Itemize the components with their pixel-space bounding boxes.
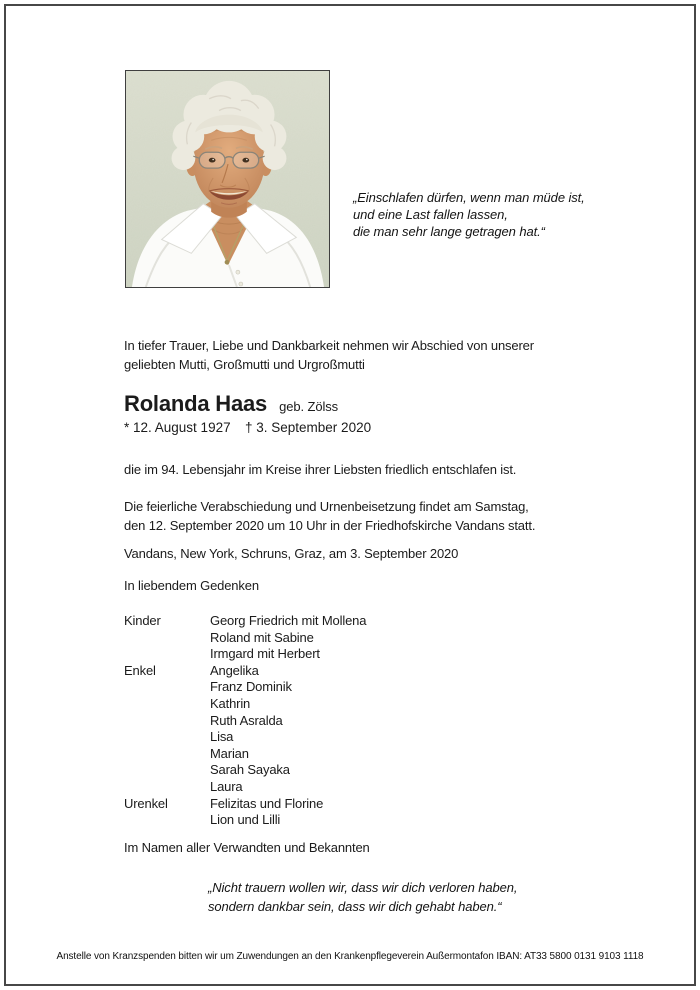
family-row: [124, 746, 366, 763]
family-row: [124, 779, 366, 796]
family-group-label: [124, 762, 210, 779]
family-group-label: [124, 812, 210, 829]
top-quote: [353, 189, 585, 240]
bottom-quote-line: „Nicht trauern wollen wir, dass wir dich verloren haben,: [208, 880, 518, 895]
places-date: Vandans, New York, Schruns, Graz, am 3. September 2020: [124, 546, 459, 561]
passed-text: die im 94. Lebensjahr im Kreise ihrer Liebsten friedlich entschlafen ist.: [124, 462, 517, 477]
family-group-label: Urenkel: [124, 795, 168, 811]
family-row: [124, 762, 366, 779]
bottom-quote-line: sondern dankbar sein, dass wir dich gehabt haben.“: [208, 898, 502, 914]
family-member-name: Georg Friedrich mit Mollena: [210, 613, 367, 628]
intro-line: geliebten Mutti, Großmutti und Urgroßmutti: [124, 357, 365, 372]
family-group-label: [124, 679, 210, 696]
family-row: [124, 696, 366, 713]
family-group-label: [124, 646, 210, 663]
top-quote-line: und eine Last fallen lassen,: [353, 207, 508, 222]
portrait-illustration: [126, 71, 329, 287]
family-group-label: Enkel: [124, 662, 156, 678]
funeral-line: den 12. September 2020 um 10 Uhr in der Friedhofskirche Vandans statt.: [124, 518, 536, 533]
family-member-name: Irmgard mit Herbert: [210, 646, 320, 662]
border-frame: [4, 4, 696, 986]
family-member-name: Ruth Asralda: [210, 712, 283, 728]
family-group-label: Kinder: [124, 613, 161, 628]
family-group-label: [124, 779, 210, 796]
in-the-name-text: Im Namen aller Verwandten und Bekannten: [124, 840, 370, 855]
family-row: [124, 812, 366, 829]
family-list: [124, 613, 366, 829]
family-group-label: [124, 713, 210, 730]
top-quote-line: „Einschlafen dürfen, wenn man müde ist,: [353, 190, 585, 205]
family-member-name: Sarah Sayaka: [210, 762, 290, 778]
family-row: [124, 729, 366, 746]
family-group-label: [124, 630, 210, 647]
family-member-name: Angelika: [210, 662, 259, 678]
family-member-name: Kathrin: [210, 695, 251, 711]
family-row: [124, 679, 366, 696]
birth-date: * 12. August 1927: [124, 420, 231, 435]
family-row: [124, 646, 366, 663]
family-row: [124, 713, 366, 730]
portrait-photo: [125, 70, 330, 288]
family-member-name: Lisa: [210, 729, 234, 745]
death-date: † 3. September 2020: [245, 420, 372, 435]
intro-line: In tiefer Trauer, Liebe und Dankbarkeit nehmen wir Abschied von unserer: [124, 338, 534, 353]
family-member-name: Franz Dominik: [210, 679, 292, 695]
donation-footer: Anstelle von Kranzspenden bitten wir um Zuwendungen an den Krankenpflegeverein Außermontafon IBAN: AT33 5800 0131 9103 1118: [56, 951, 644, 962]
top-quote-line: die man sehr lange getragen hat.“: [353, 224, 545, 239]
family-row: [124, 796, 366, 813]
deceased-name: Rolanda Haas: [124, 391, 268, 416]
family-row: [124, 663, 366, 680]
funeral-line: Die feierliche Verabschiedung und Urnenbeisetzung findet am Samstag,: [124, 499, 529, 514]
family-member-name: Roland mit Sabine: [210, 629, 314, 645]
bottom-quote: [208, 879, 517, 916]
family-group-label: [124, 746, 210, 763]
maiden-name: geb. Zölss: [279, 399, 339, 414]
family-group-label: [124, 729, 210, 746]
family-member-name: Lion und Lilli: [210, 812, 281, 828]
deceased-name-row: [124, 391, 338, 417]
family-row: [124, 630, 366, 647]
family-row: [124, 613, 366, 630]
memory-text: In liebendem Gedenken: [124, 578, 259, 593]
family-member-name: Marian: [210, 745, 249, 761]
life-dates: [124, 420, 444, 438]
intro-text: [124, 336, 534, 374]
funeral-info: [124, 497, 535, 535]
family-member-name: Felizitas und Florine: [210, 795, 324, 811]
family-group-label: [124, 696, 210, 713]
family-member-name: Laura: [210, 778, 243, 794]
